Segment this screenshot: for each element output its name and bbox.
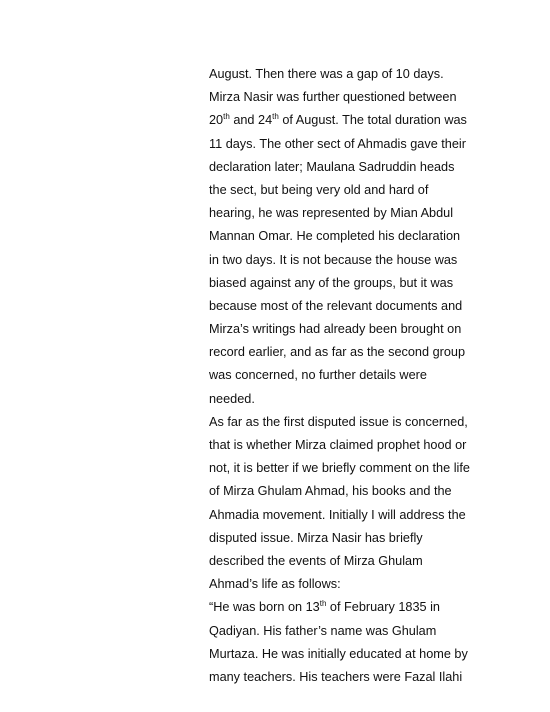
text-line: disputed issue. Mirza Nasir has briefly bbox=[209, 530, 423, 545]
text-line bbox=[209, 109, 494, 132]
text-line: many teachers. His teachers were Fazal Ilahi bbox=[209, 669, 463, 684]
text-line: Mannan Omar. He completed his declaration bbox=[209, 229, 461, 244]
text-line: record earlier, and as far as the second group bbox=[209, 345, 466, 360]
text-line: in two days. It is not because the house was bbox=[209, 252, 458, 267]
text-line: 11 days. The other sect of Ahmadis gave their bbox=[209, 136, 466, 151]
text-line: Ahmadia movement. Initially I will address the bbox=[209, 507, 466, 522]
text-line: described the events of Mirza Ghulam bbox=[209, 553, 423, 568]
text-line: that is whether Mirza claimed prophet hood or bbox=[209, 438, 467, 452]
text-line: August. Then there was a gap of 10 days. bbox=[209, 67, 444, 81]
text-run: “He was born on 13 bbox=[209, 600, 320, 615]
text-line: not, it is better if we briefly comment on the life bbox=[209, 461, 470, 476]
text-line: Mirza’s writings had already been brought on bbox=[209, 322, 462, 337]
text-run: of August. The total duration was bbox=[278, 113, 467, 128]
text-line: because most of the relevant documents and bbox=[209, 298, 463, 313]
text-line: of Mirza Ghulam Ahmad, his books and the bbox=[209, 484, 452, 499]
text-line: was concerned, no further details were bbox=[209, 368, 427, 383]
text-line: Ahmad’s life as follows: bbox=[209, 577, 341, 592]
body-text bbox=[209, 63, 494, 689]
superscript: th bbox=[272, 112, 279, 122]
text-line: Mirza Nasir was further questioned between bbox=[209, 90, 457, 105]
text-line bbox=[209, 596, 494, 619]
text-line: needed. bbox=[209, 391, 255, 406]
superscript: th bbox=[319, 599, 327, 609]
text-run: of February 1835 in bbox=[326, 600, 440, 615]
text-line: As far as the first disputed issue is concerned, bbox=[209, 414, 468, 429]
text-line: Qadiyan. His father’s name was Ghulam bbox=[209, 623, 437, 638]
text-line: hearing, he was represented by Mian Abdul bbox=[209, 206, 454, 221]
text-run: 20 bbox=[209, 113, 224, 128]
text-line: the sect, but being very old and hard of bbox=[209, 182, 429, 197]
text-line: Murtaza. He was initially educated at home by bbox=[209, 646, 468, 661]
superscript: th bbox=[223, 112, 230, 122]
text-line: declaration later; Maulana Sadruddin heads bbox=[209, 159, 455, 174]
text-line: biased against any of the groups, but it was bbox=[209, 275, 454, 290]
text-run: and 24 bbox=[229, 113, 273, 128]
